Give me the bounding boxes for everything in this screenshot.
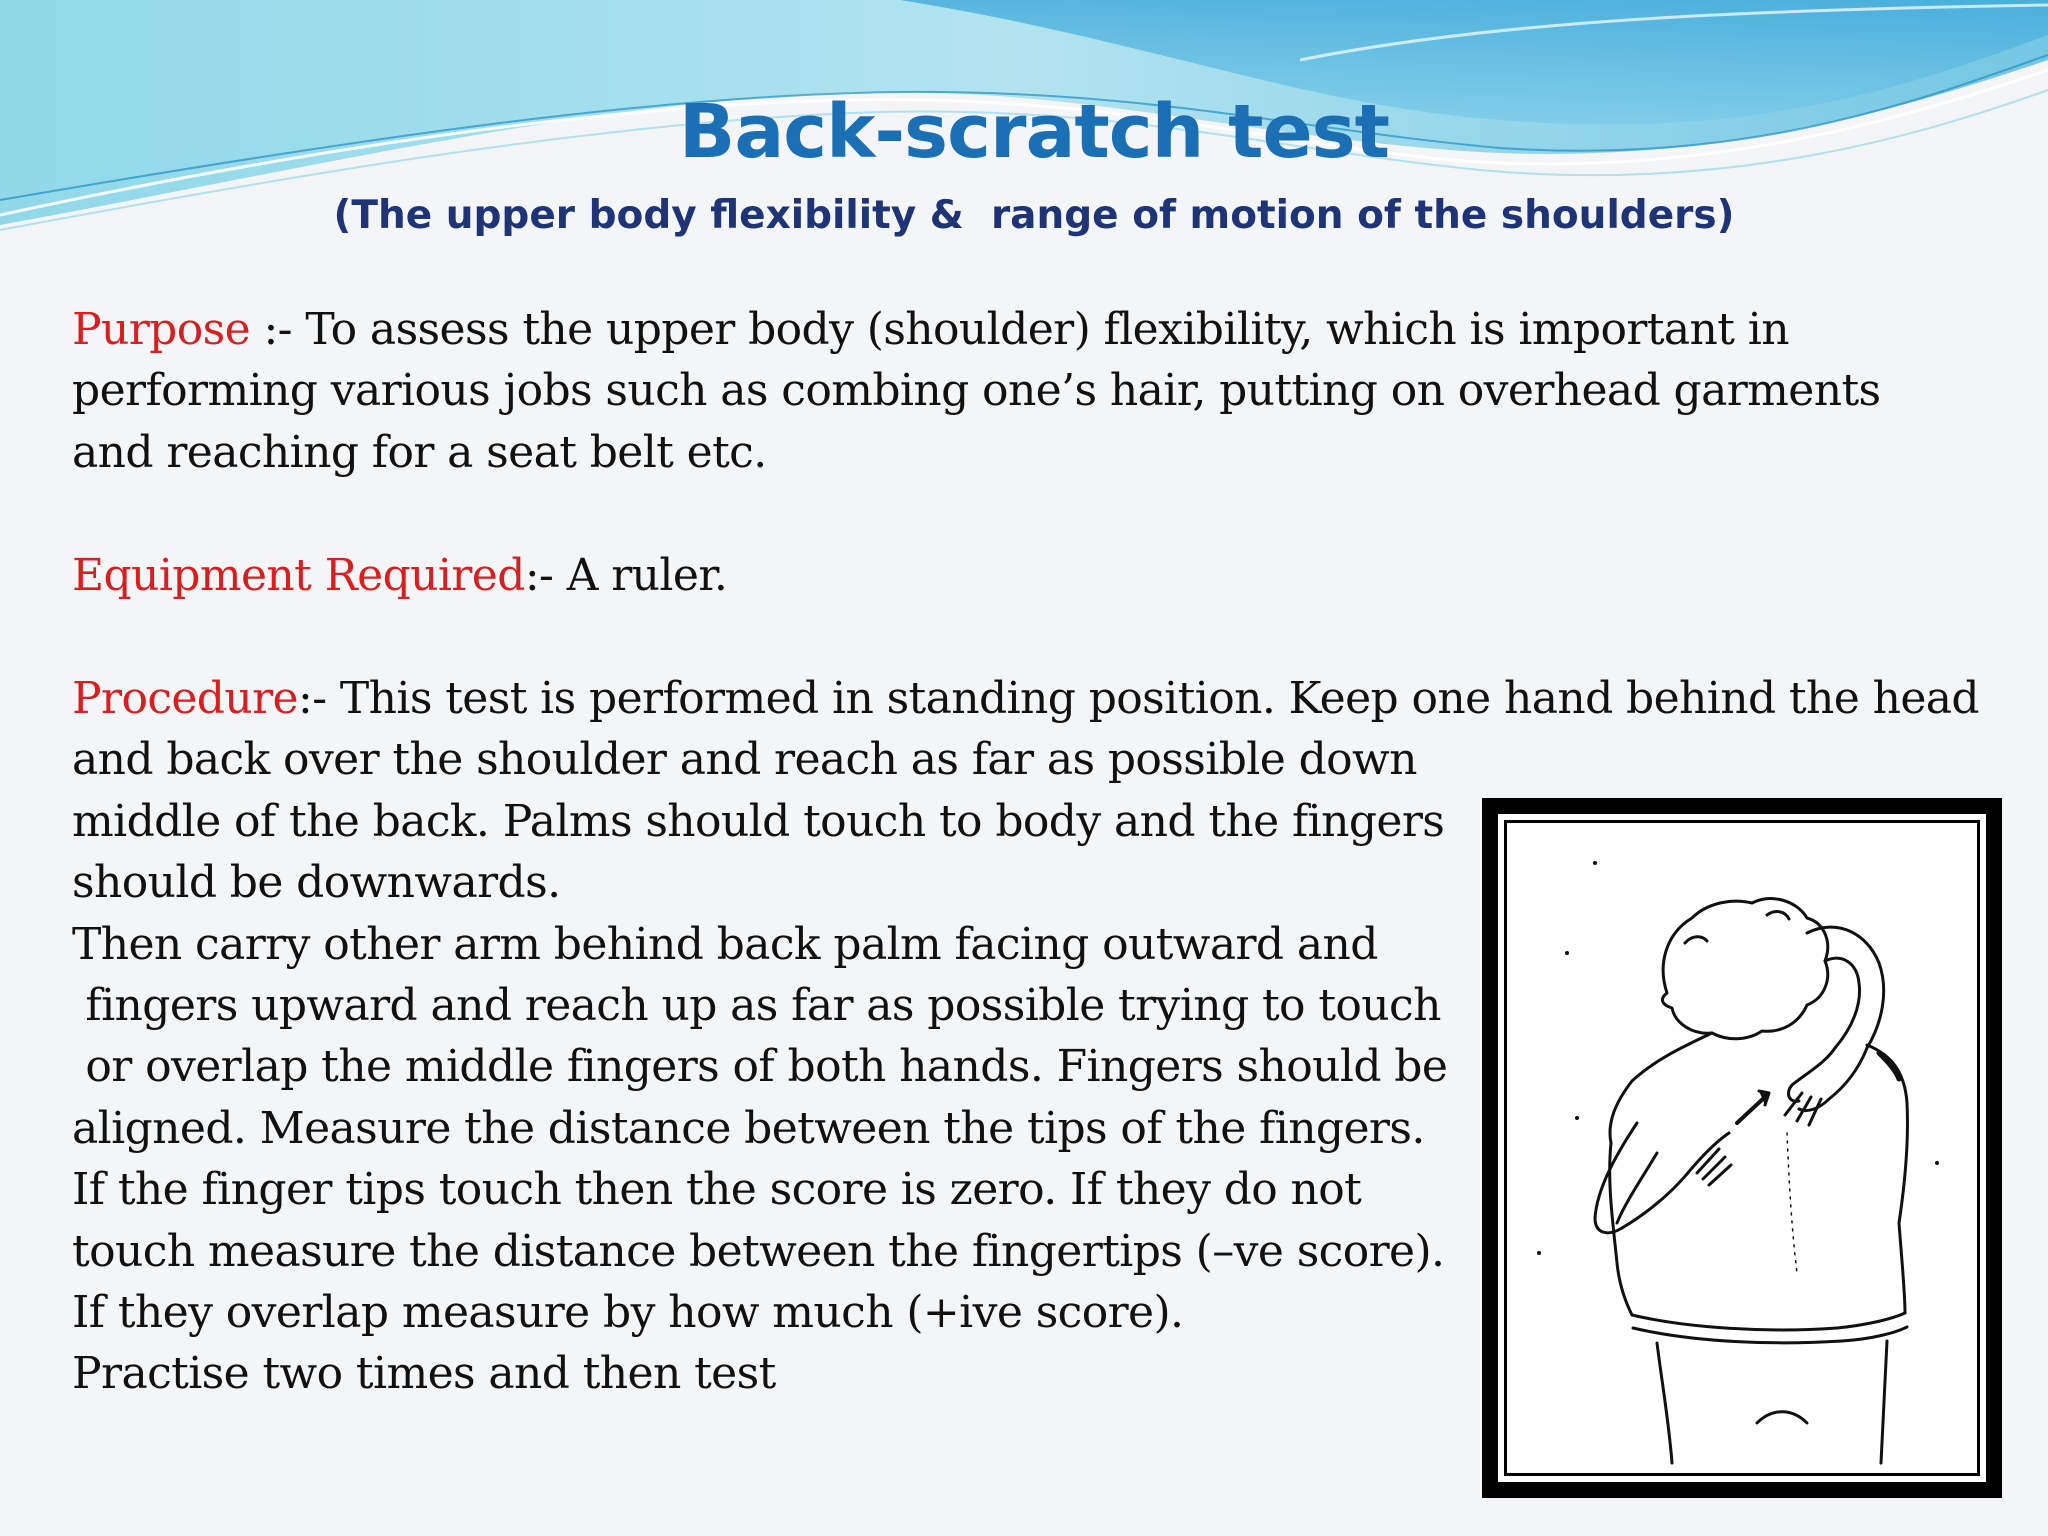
procedure-line: and back over the shoulder and reach as far as possible down <box>72 734 1417 786</box>
illustration-panel <box>1504 820 1980 1476</box>
procedure-label: Procedure <box>72 673 298 724</box>
equipment-paragraph <box>72 545 727 606</box>
purpose-paragraph <box>72 299 1881 483</box>
procedure-line: If they overlap measure by how much (+ive score). <box>72 1287 1184 1339</box>
procedure-line: should be downwards. <box>72 857 561 909</box>
purpose-text-line-3: and reaching for a seat belt etc. <box>72 426 767 478</box>
equipment-text: :- A ruler. <box>524 550 728 601</box>
purpose-label: Purpose <box>72 304 251 355</box>
back-scratch-figure-drawing <box>1507 823 1985 1477</box>
equipment-label: Equipment Required <box>72 550 525 601</box>
slide-subtitle: (The upper body flexibility & range of motion of the shoulders) <box>333 193 1735 238</box>
procedure-line: middle of the back. Palms should touch to body and the fingers <box>72 795 1445 847</box>
illustration-border <box>1494 810 1990 1486</box>
procedure-text-line-1: :- This test is performed in standing position. Keep one hand behind the head <box>298 673 1979 724</box>
procedure-line: Then carry other arm behind back palm facing outward and <box>72 918 1378 970</box>
procedure-line: Practise two times and then test <box>72 1348 776 1400</box>
back-scratch-illustration-frame <box>1482 798 2002 1498</box>
purpose-text-line-2: performing various jobs such as combing one’s hair, putting on overhead garments <box>72 365 1881 417</box>
procedure-line: fingers upward and reach up as far as possible trying to touch <box>72 980 1441 1032</box>
procedure-line: or overlap the middle fingers of both hands. Fingers should be <box>72 1041 1448 1093</box>
purpose-text-line-1: :- To assess the upper body (shoulder) flexibility, which is important in <box>250 304 1789 355</box>
procedure-line: aligned. Measure the distance between the tips of the fingers. <box>72 1102 1425 1154</box>
procedure-line: If the finger tips touch then the score is zero. If they do not <box>72 1164 1362 1216</box>
procedure-line: touch measure the distance between the fingertips (–ve score). <box>72 1225 1445 1277</box>
slide-title: Back-scratch test <box>678 89 1390 175</box>
